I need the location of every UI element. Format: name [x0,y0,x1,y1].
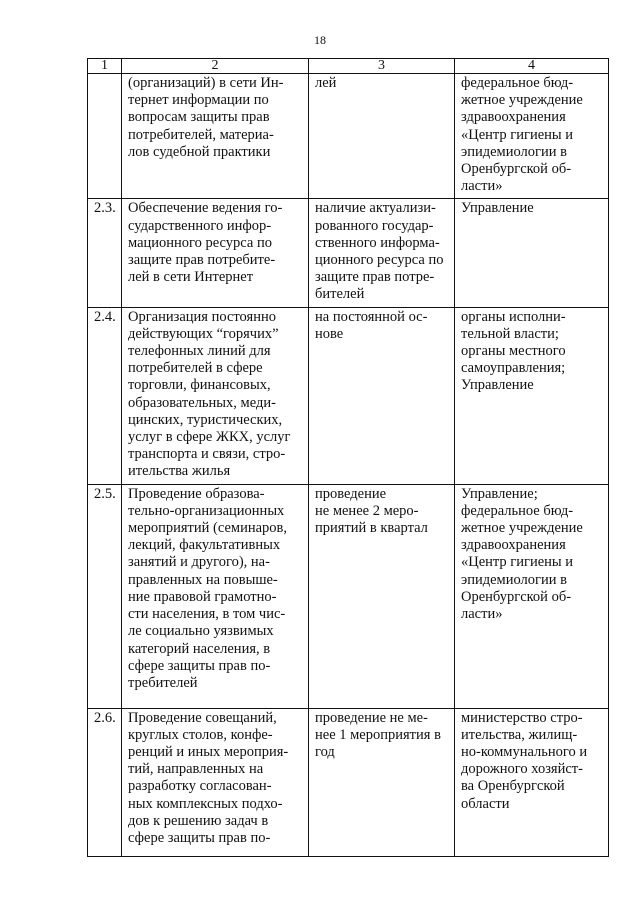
executors-cell-line: органы местного [461,343,566,360]
term-cell-line: наличие актуализи- [315,200,436,217]
measure-cell-line: торговли, финансовых, [128,377,271,394]
header-col-4: 4 [455,59,609,74]
executors-cell [455,708,609,856]
term-cell [309,199,455,307]
term-cell [309,708,455,856]
measure-cell [122,484,309,708]
executors-cell-line: ва Оренбургской [461,778,565,795]
measure-cell-line: категорий населения, в [128,640,271,657]
executors-cell-line: Управление [461,200,534,217]
executors-cell [455,199,609,307]
executors-cell-line: федеральное бюд- [461,75,574,91]
table-row [88,708,609,856]
executors-cell-line: Оренбургской об- [461,588,572,605]
measure-cell-line: Проведение образова- [128,485,265,502]
measure-cell-line: тий, направленных на [128,761,264,778]
executors-cell-line: органы исполни- [461,308,566,325]
measure-cell-line: лов судебной практики [128,143,271,160]
term-cell [309,74,455,199]
header-col-1: 1 [88,59,122,74]
measure-cell-line: образовательных, меди- [128,394,276,411]
executors-cell-line: министерство стро- [461,709,583,726]
measure-cell-line: ренций и иных мероприя- [128,744,289,761]
executors-cell-line: Управление [461,377,534,394]
measure-cell-line: лекций, факультативных [128,537,281,554]
measure-cell-line: мероприятий (семинаров, [128,520,288,537]
term-cell-line: лей [315,75,337,91]
measure-cell-line: телефонных линий для [128,343,271,360]
measure-cell-line: лей в сети Интернет [128,269,254,286]
executors-cell-line: федеральное бюд- [461,502,574,519]
table-row [88,74,609,199]
measure-cell-line: мационного ресурса по [128,234,272,251]
term-cell-line: приятий в квартал [315,520,428,537]
row-number: 2.6. [88,708,122,856]
row-number: 2.3. [88,199,122,307]
measure-cell [122,199,309,307]
measure-cell-line: потребителей в сфере [128,360,263,377]
executors-cell-line: жетное учреждение [461,520,583,537]
executors-cell-line: самоуправления; [461,360,566,377]
measure-cell-line: разработку согласован- [128,778,272,795]
term-cell-line: защите прав потре- [315,269,435,286]
row-number [88,74,122,199]
measure-cell-line: сфере защиты прав по- [128,830,271,847]
term-cell-line: год [315,744,335,761]
executors-cell-line: здравоохранения [461,537,566,554]
executors-cell-line: дорожного хозяйст- [461,761,583,778]
term-cell [309,484,455,708]
measure-cell-line: ных комплексных подхо- [128,795,283,812]
executors-cell-line: тельной власти; [461,325,559,342]
table-row [88,484,609,708]
table-row [88,199,609,307]
measure-cell-line: транспорта и связи, стро- [128,446,286,463]
measure-cell-line: тельно-организационных [128,502,285,519]
term-cell-line: не менее 2 меро- [315,502,419,519]
term-cell-line: проведение не ме- [315,709,428,726]
term-cell-line: ционного ресурса по [315,252,444,269]
executors-cell [455,484,609,708]
term-cell-line: рованного государ- [315,217,434,234]
measure-cell-line: ительства жилья [128,463,231,480]
measure-cell-line: Организация постоянно [128,308,276,325]
term-cell-line: нове [315,325,344,342]
executors-cell-line: Управление; [461,485,538,502]
measure-cell-line: вопросам защиты прав [128,109,270,126]
row-number: 2.4. [88,307,122,484]
measure-cell-line: тернет информации по [128,92,269,109]
measure-cell-line: цинских, туристических, [128,411,283,428]
executors-cell-line: здравоохранения [461,109,566,126]
measure-cell-line: сфере защиты прав по- [128,657,271,674]
measure-cell-line: правленных на повыше- [128,571,278,588]
executors-cell-line: ласти» [461,606,503,623]
measure-cell-line: сударственного инфор- [128,217,272,234]
measure-cell-line: ле социально уязвимых [128,623,274,640]
executors-cell [455,307,609,484]
executors-cell-line: ительства, жилищ- [461,726,578,743]
executors-cell-line: Оренбургской об- [461,161,572,178]
measure-cell-line: защите прав потребите- [128,252,276,269]
measure-cell-line: Обеспечение ведения го- [128,200,283,217]
measure-cell [122,74,309,199]
measure-cell-line: Проведение совещаний, [128,709,277,726]
executors-cell-line: ласти» [461,178,503,195]
executors-cell-line: но-коммунального и [461,744,588,761]
header-col-2: 2 [122,59,309,74]
executors-cell-line: жетное учреждение [461,92,583,109]
executors-cell-line: эпидемиологии в [461,571,567,588]
term-cell-line: на постоянной ос- [315,308,428,325]
term-cell-line: нее 1 мероприятия в [315,726,441,743]
term-cell [309,307,455,484]
table-header-row [88,59,609,74]
measure-cell-line: круглых столов, конфе- [128,726,273,743]
measure-cell [122,307,309,484]
executors-cell-line: области [461,795,510,812]
measure-cell-line: (организаций) в сети Ин- [128,75,284,91]
executors-cell-line: эпидемиологии в [461,143,567,160]
executors-cell-line: «Центр гигиены и [461,554,574,571]
executors-cell-line: «Центр гигиены и [461,126,574,143]
term-cell-line: проведение [315,485,387,502]
measure-cell-line: дов к решению задач в [128,812,269,829]
table-row [88,307,609,484]
measure-cell-line: занятий и другого), на- [128,554,270,571]
executors-cell [455,74,609,199]
measure-cell-line: потребителей, материа- [128,126,274,143]
measure-cell-line: сти населения, в том чис- [128,606,286,623]
measure-cell-line: требителей [128,674,198,691]
header-col-3: 3 [309,59,455,74]
row-number: 2.5. [88,484,122,708]
term-cell-line: ственного информа- [315,234,440,251]
measure-cell-line: услуг в сфере ЖКХ, услуг [128,429,291,446]
measures-table [87,58,609,857]
measure-cell-line: действующих “горячих” [128,325,279,342]
measure-cell-line: ние правовой грамотно- [128,588,277,605]
measure-cell [122,708,309,856]
page-number: 18 [314,33,326,47]
term-cell-line: бителей [315,286,365,303]
